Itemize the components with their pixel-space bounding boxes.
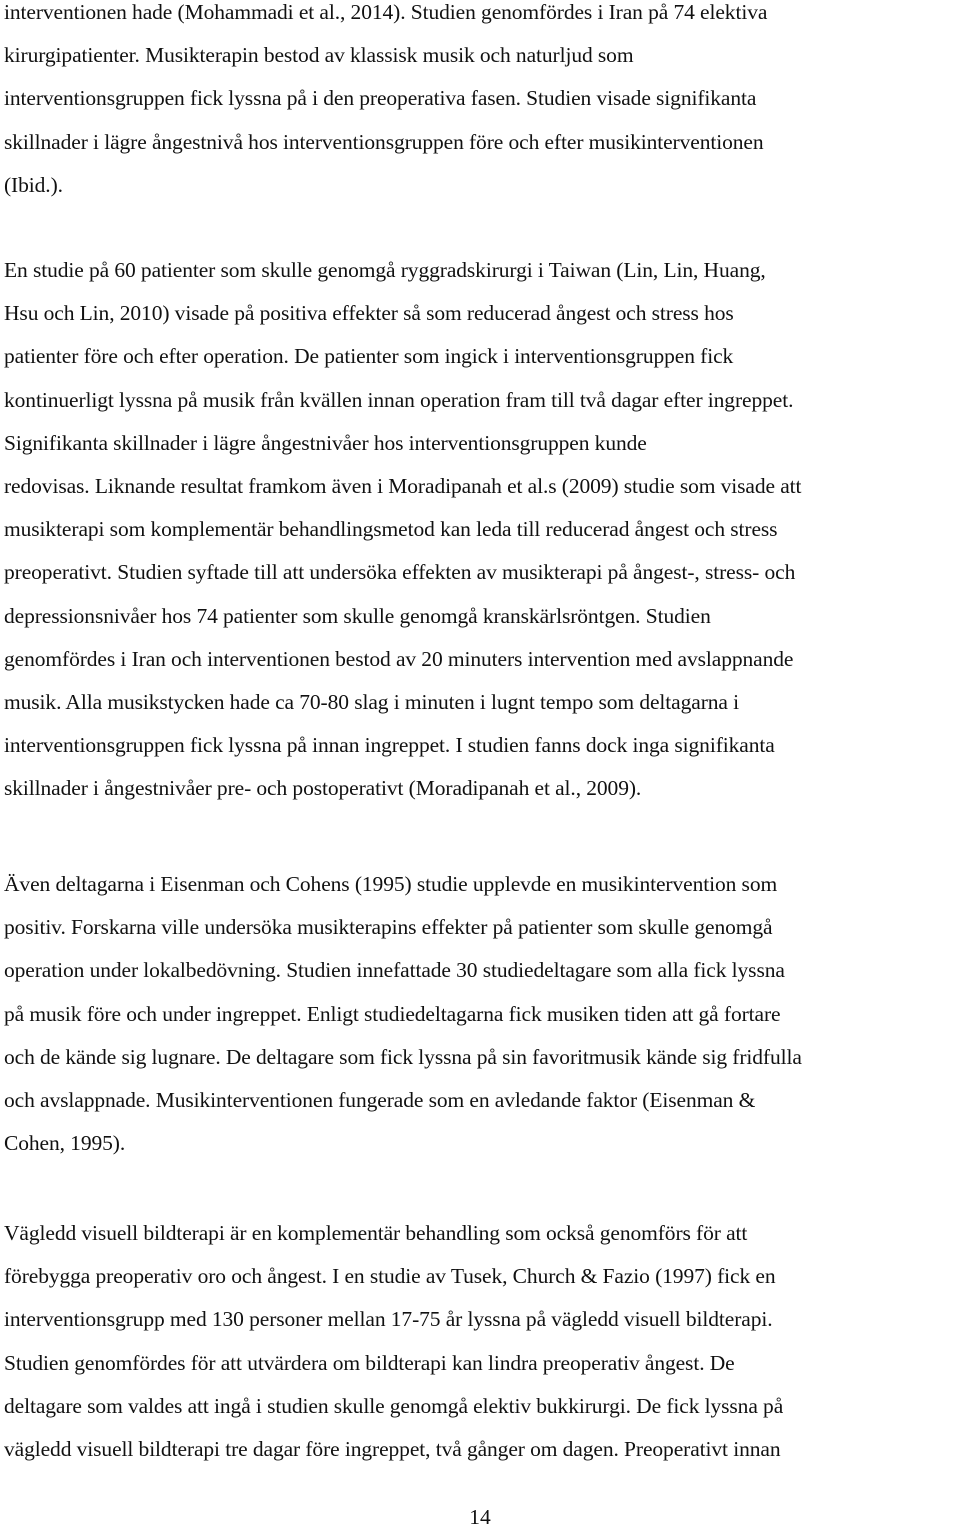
text-line: interventionen hade (Mohammadi et al., 2014). Studien genomfördes i Iran på 74 elektiva [4, 0, 768, 24]
paragraph-4 [4, 1212, 783, 1471]
text-line: redovisas. Liknande resultat framkom även i Moradipanah et al.s (2009) studie som visade att [4, 473, 802, 498]
text-line: operation under lokalbedövning. Studien innefattade 30 studiedeltagare som alla fick lyssna [4, 958, 785, 983]
text-line: positiv. Forskarna ville undersöka musikterapins effekter på patienter som skulle genomgå [4, 915, 773, 940]
text-line: interventionsgruppen fick lyssna på i den preoperativa fasen. Studien visade signifikanta [4, 86, 757, 111]
text-line: Även deltagarna i Eisenman och Cohens (1995) studie upplevde en musikintervention som [4, 872, 778, 896]
text-line: musik. Alla musikstycken hade ca 70-80 slag i minuten i lugnt tempo som deltagarna i [4, 689, 740, 714]
text-line: patienter före och efter operation. De patienter som ingick i interventionsgruppen fick [4, 344, 734, 369]
text-line: Hsu och Lin, 2010) visade på positiva effekter så som reducerad ångest och stress hos [4, 301, 734, 326]
text-line: Cohen, 1995). [4, 1131, 126, 1156]
text-line: preoperativt. Studien syftade till att undersöka effekten av musikterapi på ångest-, stress- och [4, 560, 796, 585]
text-line: Studien genomfördes för att utvärdera om bildterapi kan lindra preoperativ ångest. De [4, 1350, 735, 1375]
text-line: skillnader i lägre ångestnivå hos interventionsgruppen före och efter musikinterventionen [4, 129, 764, 154]
paragraph-3 [4, 863, 802, 1165]
text-line: Vägledd visuell bildterapi är en komplementär behandling som också genomförs för att [4, 1221, 748, 1245]
text-line: förebygga preoperativ oro och ångest. I en studie av Tusek, Church & Fazio (1997) fick en [4, 1264, 776, 1289]
text-line: genomfördes i Iran och interventionen bestod av 20 minuters intervention med avslappnande [4, 646, 794, 671]
page-number: 14 [469, 1505, 491, 1529]
paragraph-2 [4, 249, 801, 810]
text-line: En studie på 60 patienter som skulle genomgå ryggradskirurgi i Taiwan (Lin, Lin, Huang, [4, 258, 766, 282]
text-line: skillnader i ångestnivåer pre- och postoperativt (Moradipanah et al., 2009). [4, 776, 642, 801]
text-line: depressionsnivåer hos 74 patienter som skulle genomgå kranskärlsröntgen. Studien [4, 603, 711, 628]
text-line: vägledd visuell bildterapi tre dagar före ingreppet, två gånger om dagen. Preoperativt innan [4, 1436, 781, 1461]
text-line: musikterapi som komplementär behandlingsmetod kan leda till reducerad ångest och stress [4, 517, 778, 542]
text-line: interventionsgrupp med 130 personer mellan 17-75 år lyssna på vägledd visuell bildterapi. [4, 1307, 773, 1332]
text-line: kontinuerligt lyssna på musik från kvällen innan operation fram till två dagar efter ingreppet. [4, 387, 794, 412]
text-line: (Ibid.). [4, 172, 63, 197]
paragraph-1 [4, 0, 767, 207]
text-line: på musik före och under ingreppet. Enligt studiedeltagarna fick musiken tiden att gå fortare [4, 1001, 781, 1026]
text-line: interventionsgruppen fick lyssna på innan ingreppet. I studien fanns dock inga signifikanta [4, 733, 775, 758]
text-line: kirurgipatienter. Musikterapin bestod av klassisk musik och naturljud som [4, 43, 634, 68]
text-line: Signifikanta skillnader i lägre ångestnivåer hos interventionsgruppen kunde [4, 430, 647, 455]
text-line: deltagare som valdes att ingå i studien skulle genomgå elektiv bukkirurgi. De fick lyssna på [4, 1393, 784, 1418]
text-line: och avslappnade. Musikinterventionen fungerade som en avledande faktor (Eisenman & [4, 1087, 756, 1112]
text-line: och de kände sig lugnare. De deltagare som fick lyssna på sin favoritmusik kände sig fridfulla [4, 1044, 802, 1069]
